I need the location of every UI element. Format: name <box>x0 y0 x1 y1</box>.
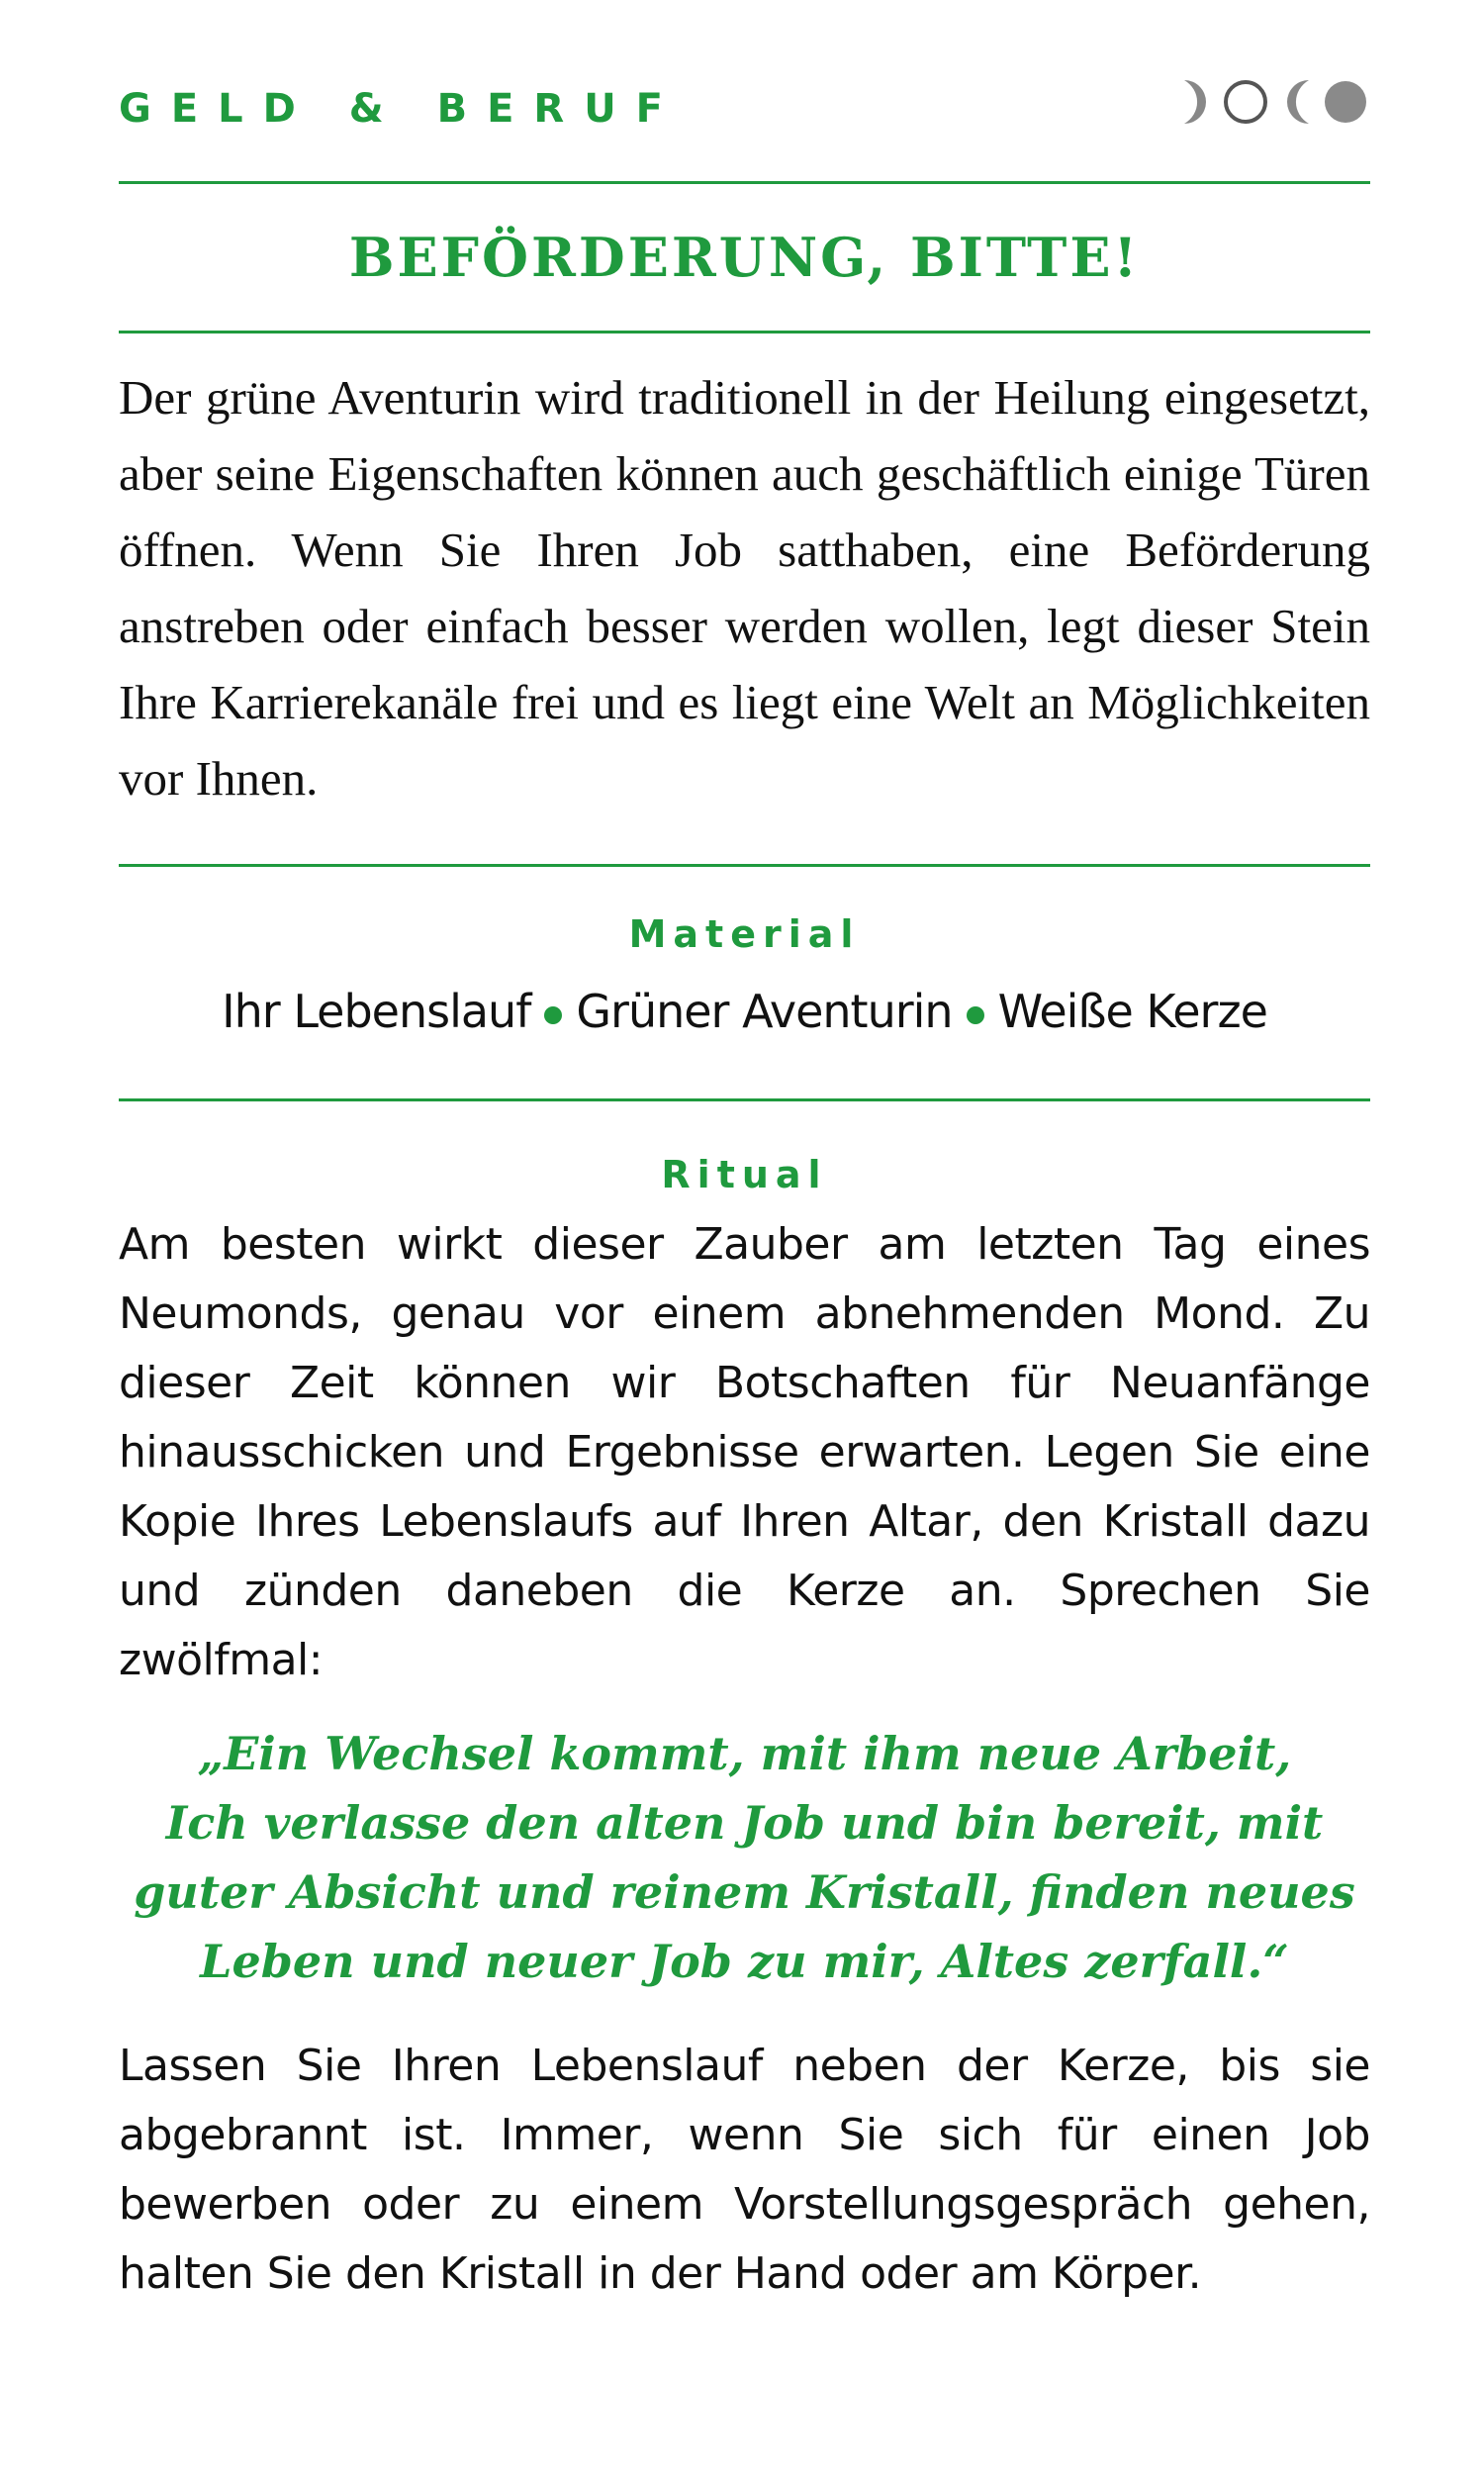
divider <box>119 331 1370 333</box>
page-column <box>119 0 1370 2427</box>
intro-paragraph: Der grüne Aventurin wird traditionell in der Heilung eingesetzt, aber seine Eigenschaften können auch geschäftlich einige Türen öffnen. Wenn Sie Ihren Job satthaben, eine Beförderung anstreben oder einfach besser werden wollen, legt dieser Stein Ihre Karrierekanäle frei und es liegt eine Welt an Möglichkeiten vor Ihnen. <box>119 370 1370 806</box>
moon-phases <box>1182 74 1370 130</box>
quote-line: Leben und neuer Job zu mir, Altes zerfall.“ <box>200 1935 1289 1988</box>
material-list <box>119 982 1370 1041</box>
quote-line: Ich verlasse den alten Job und bin bereit, mit <box>165 1796 1324 1850</box>
full-moon-icon <box>1325 81 1366 123</box>
divider <box>119 181 1370 184</box>
page-title: BEFÖRDERUNG, BITTE! <box>348 226 1141 289</box>
page-header <box>119 0 1370 181</box>
material-heading: Material <box>628 912 861 956</box>
new-moon-outline-icon <box>1226 82 1265 122</box>
section-header: GELD & BERUF <box>119 86 683 132</box>
material-item: Weiße Kerze <box>997 985 1267 1038</box>
divider <box>119 864 1370 867</box>
quote-line: „Ein Wechsel kommt, mit ihm neue Arbeit, <box>197 1727 1292 1780</box>
incantation-quote <box>119 1719 1370 1996</box>
waxing-crescent-icon <box>1287 80 1309 124</box>
quote-line: guter Absicht und reinem Kristall, finden neues <box>134 1865 1355 1919</box>
material-item: Grüner Aventurin <box>576 985 953 1038</box>
material-item: Ihr Lebenslauf <box>222 985 531 1038</box>
divider <box>119 1098 1370 1101</box>
ritual-heading: Ritual <box>661 1153 828 1196</box>
ritual-paragraph: Am besten wirkt dieser Zauber am letzten Tag eines Neumonds, genau vor einem abnehmenden Mond. Zu dieser Zeit können wir Botschaften für Neuanfänge hinausschicken und Ergebnisse erwarten. Legen Sie eine Kopie Ihres Lebenslaufs auf Ihren Altar, den Kristall dazu und zünden daneben die Kerze an. Sprechen Sie zwölfmal: <box>119 1219 1370 1685</box>
bullet-icon <box>967 1006 984 1024</box>
bullet-icon <box>544 1006 562 1024</box>
closing-paragraph: Lassen Sie Ihren Lebenslauf neben der Kerze, bis sie abgebrannt ist. Immer, wenn Sie sich für einen Job bewerben oder zu einem Vorstellungsgespräch gehen, halten Sie den Kristall in der Hand oder am Körper. <box>119 2041 1370 2299</box>
waning-crescent-icon <box>1184 80 1206 124</box>
